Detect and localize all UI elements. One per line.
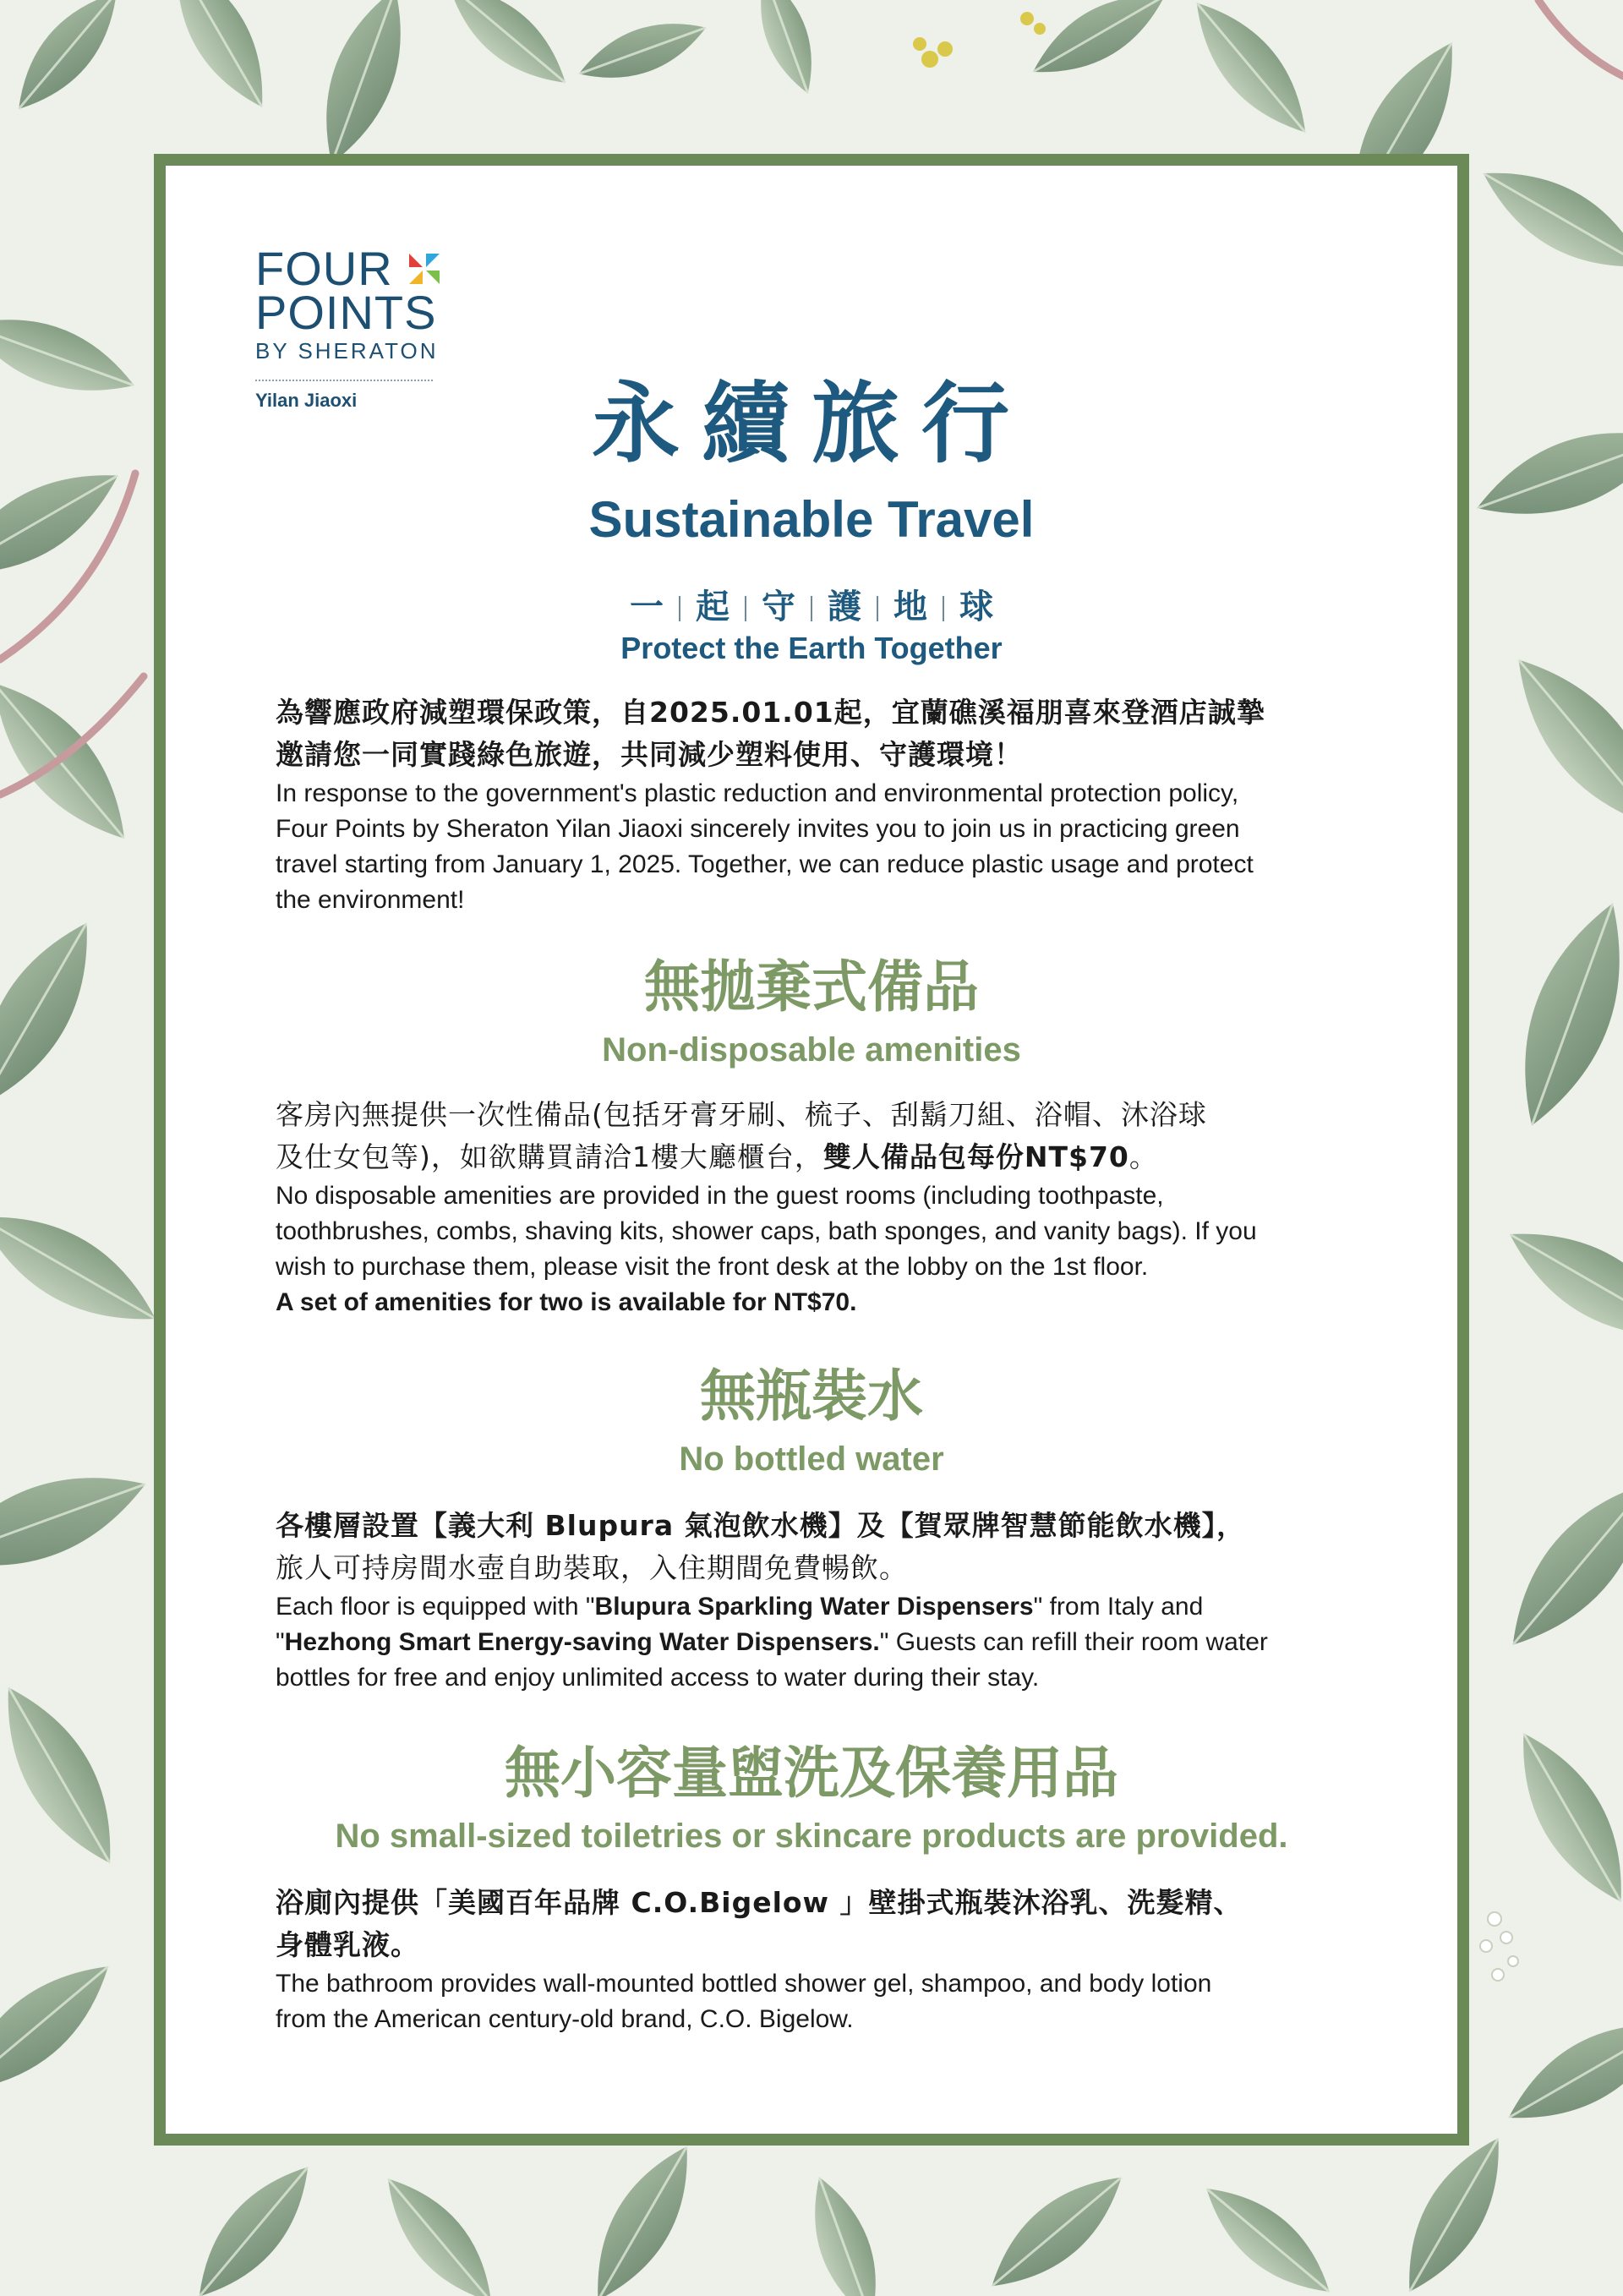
subtitle-char: 守	[762, 588, 795, 626]
water-heading-en: No bottled water	[679, 1440, 944, 1478]
leaf-icon	[1487, 1462, 1623, 1667]
leaf-icon	[434, 0, 582, 101]
four-points-x-icon	[406, 250, 443, 287]
water-en-line	[276, 1589, 1358, 1625]
intro-en-line: In response to the government's plastic reduction and environmental protection policy,	[276, 779, 1239, 807]
amenities-zh-line: 客房內無提供一次性備品(包括牙膏牙刷、梳子、刮鬍刀組、浴帽、沐浴球	[276, 1098, 1207, 1131]
intro-en-line: Four Points by Sheraton Yilan Jiaoxi sincerely invites you to join us in practicing green	[276, 815, 1240, 843]
water-zh-line: 各樓層設置【義大利 Blupura 氣泡飲水機】及【賀眾牌智慧節能飲水機】，	[276, 1509, 1246, 1542]
leaf-icon	[1494, 1999, 1623, 2144]
leaf-icon	[178, 2150, 329, 2296]
toiletries-section	[276, 1882, 1358, 2037]
toiletries-en-line: The bathroom provides wall-mounted bottled shower gel, shampoo, and body lotion	[276, 1970, 1212, 1998]
logo-line-four: FOUR	[255, 242, 393, 295]
amenities-section	[276, 1094, 1358, 1320]
subtitle-char: 地	[893, 588, 927, 626]
leaf-icon	[975, 2157, 1139, 2296]
leaf-icon	[0, 1451, 157, 1592]
title-en: Sustainable Travel	[588, 491, 1035, 548]
water-section	[276, 1505, 1358, 1696]
leaf-icon	[746, 0, 827, 101]
leaf-icon	[1385, 2124, 1522, 2296]
leaf-icon	[154, 0, 285, 121]
divider	[811, 596, 812, 621]
intro-section	[276, 692, 1358, 918]
toiletries-zh-line: 浴廁內提供「美國百年品牌 C.O.Bigelow 」壁掛式瓶裝沐浴乳、洗髮精、	[276, 1886, 1243, 1919]
leaf-icon	[0, 1943, 128, 2115]
logo-line-points: POINTS	[255, 286, 437, 339]
subtitle-char: 一	[630, 588, 664, 626]
amenities-zh-line	[276, 1136, 1358, 1178]
divider	[943, 596, 944, 621]
divider	[679, 596, 680, 621]
amenities-en-line: wish to purchase them, please visit the front desk at the lobby on the 1st floor.	[276, 1253, 1149, 1281]
subtitle-zh	[166, 580, 1457, 628]
water-en-line	[276, 1625, 1358, 1660]
notice-card	[154, 154, 1469, 2146]
water-heading-zh: 無瓶裝水	[700, 1364, 923, 1429]
toiletries-zh-line: 身體乳液。	[276, 1928, 419, 1961]
leaf-icon	[369, 2162, 511, 2296]
amenities-heading-en: Non-disposable amenities	[602, 1031, 1021, 1069]
amenities-price-zh: 雙人備品包每份NT$70	[822, 1140, 1129, 1173]
leaf-icon	[1021, 0, 1178, 93]
amenities-zh-text: 。	[1128, 1140, 1158, 1173]
amenities-heading-zh: 無拋棄式備品	[644, 954, 979, 1020]
leaf-icon	[0, 1189, 172, 1348]
leaf-icon	[571, 8, 713, 95]
leaf-icon	[0, 0, 135, 124]
leaf-icon	[0, 906, 116, 1123]
amenities-price-en: A set of amenities for two is available for NT$70.	[276, 1288, 857, 1316]
toiletries-heading-en: No small-sized toiletries or skincare products are provided.	[335, 1818, 1288, 1855]
water-en-text: Each floor is equipped with "	[276, 1593, 595, 1621]
leaf-icon	[1190, 2169, 1347, 2296]
leaf-icon	[573, 2132, 711, 2296]
water-zh-line: 旅人可持房間水壺自助裝取，入住期間免費暢飲。	[276, 1551, 908, 1584]
logo-location: Yilan Jiaoxi	[255, 390, 358, 411]
leaf-icon	[1496, 890, 1623, 1139]
water-en-line: bottles for free and enjoy unlimited access to water during their stay.	[276, 1664, 1040, 1692]
intro-en-line: travel starting from January 1, 2025. Together, we can reduce plastic usage and protect	[276, 850, 1254, 878]
yellow-flower-icon	[913, 12, 1046, 68]
divider	[745, 596, 746, 621]
leaf-icon	[796, 2169, 894, 2296]
leaf-icon	[1466, 408, 1623, 538]
water-en-text: "	[276, 1628, 285, 1656]
intro-zh-line: 邀請您一同實踐綠色旅遊，共同減少塑料使用、守護環境！	[276, 738, 1023, 771]
toiletries-en-line: from the American century-old brand, C.O. Bigelow.	[276, 2005, 854, 2033]
divider	[877, 596, 878, 621]
subtitle-en: Protect the Earth Together	[620, 631, 1003, 665]
subtitle-char: 護	[828, 588, 861, 626]
water-en-text: " from Italy and	[1033, 1593, 1204, 1621]
title-zh: 永續旅行	[591, 372, 1031, 475]
intro-zh-line: 為響應政府減塑環保政策，自2025.01.01起，宜蘭礁溪福朋喜來登酒店誠摯	[276, 696, 1265, 729]
amenities-en-line: No disposable amenities are provided in the guest rooms (including toothpaste,	[276, 1182, 1164, 1210]
leaf-icon	[1468, 148, 1623, 292]
subtitle-char: 起	[696, 588, 730, 626]
toiletries-heading-zh: 無小容量盥洗及保養用品	[505, 1741, 1118, 1806]
leaf-icon	[0, 298, 144, 413]
leaf-icon	[1494, 1206, 1623, 1364]
logo-line-sheraton: BY SHERATON	[255, 338, 439, 364]
leaf-icon	[303, 0, 423, 173]
leaf-icon	[1492, 637, 1623, 851]
subtitle-char: 球	[959, 588, 993, 626]
amenities-zh-text: 及仕女包等)，如欲購買請洽1樓大廳櫃台，	[276, 1140, 823, 1173]
leaf-icon	[0, 1671, 138, 1879]
water-brand-hezhong: Hezhong Smart Energy-saving Water Dispensers.	[284, 1628, 880, 1656]
leaf-icon	[1497, 1718, 1623, 1917]
white-blossom-icon	[1480, 1912, 1518, 1981]
water-en-text: " Guests can refill their room water	[879, 1628, 1268, 1656]
amenities-en-line: toothbrushes, combs, shaving kits, shower caps, bath sponges, and vanity bags). If you	[276, 1217, 1257, 1245]
water-brand-blupura: Blupura Sparkling Water Dispensers	[594, 1593, 1034, 1621]
intro-en-line: the environment!	[276, 886, 465, 914]
leaf-icon	[1176, 0, 1326, 150]
